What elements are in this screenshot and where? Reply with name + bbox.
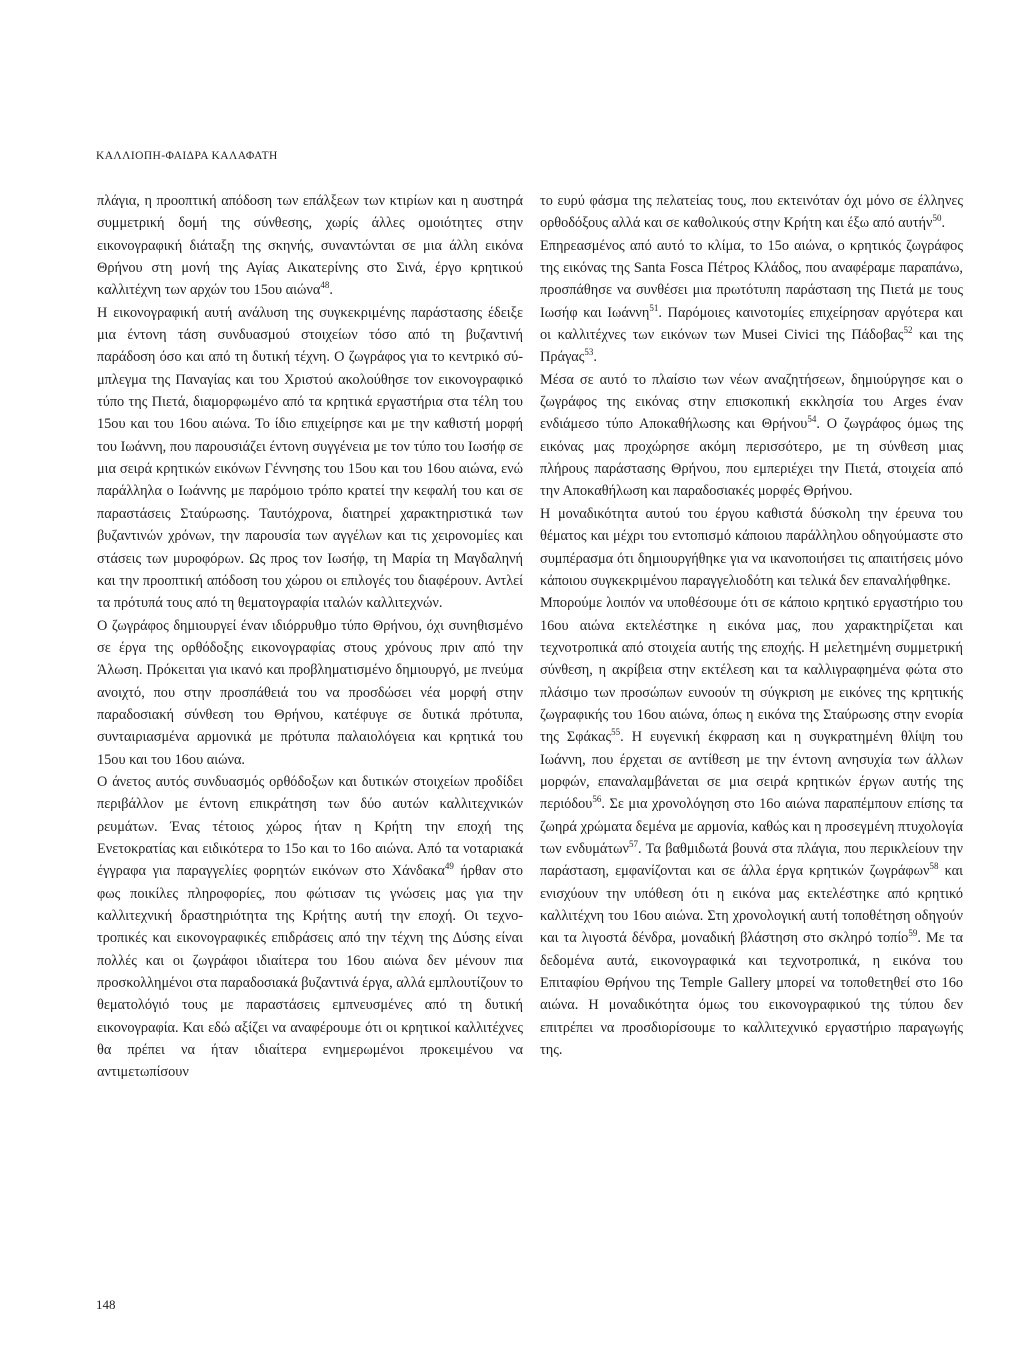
left-column <box>97 190 523 1084</box>
footnote-ref: 52 <box>903 325 913 336</box>
paragraph: Επηρεασμένος από αυτό το κλίμα, το 15ο αιώνα, ο κρητικός ζωγράφος της εικόνας της Santa Fosca Πέτρος Κλάδος, που αναφέραμε παραπάνω, προσπάθησε να συνθέσει μια πρωτότυπη παράσταση της Πιετά με τους Ιωσήφ και Ιωάννη$^{51}$. Παρόμοιες καινοτομίες επιχείρησαν αργότερα και οι καλλιτέχνες των εικόνων των Musei Civici της Πάδοβας$^{52}$ και της Πράγας$^{53}$. <box>540 237 963 366</box>
paragraph: Μέσα σε αυτό το πλαίσιο των νέων αναζητήσεων, δημιούργησε και ο ζωγράφος της εικόνας στην επισκοπική εκκλησία του Arges έναν ενδιάμεσο τύπο Αποκαθήλωσης και Θρήνου$^{54}$. Ο ζωγράφος όμως της εικόνας μας προχώρησε ακόμη περισσότερο, με τη σύνθεση μιας πλήρους παράστασης Θρήνου, που εμπεριέχει την Πιετά, στοιχεία από την Αποκαθήλωση και παραδοσιακές μορφές Θρήνου. <box>540 371 963 500</box>
paragraph: το ευρύ φάσμα της πελατείας τους, που εκτεινόταν όχι μόνο σε έλληνες ορθοδόξους αλλά και σε καθολικούς στην Κρήτη και έξω από αυτήν$^{50}$. <box>540 193 963 232</box>
footnote-ref: 57 <box>629 839 639 850</box>
page-number: 148 <box>96 1297 116 1312</box>
footnote-ref: 49 <box>444 861 454 872</box>
paragraph: πλάγια, η προοπτική απόδοση των επάλξεων των κτιρίων και η αυστηρά συμμετρική δομή της σύνθεσης, χωρίς άλλες ομοιότητες στην εικονογραφική διάταξη της σκηνής, συναντώνται σε μια άλλη εικόνα Θρήνου στη μονή της Αγίας Αικατερίνης στο Σινά, έργο κρητικού καλλιτέχνη των αρχών του 15ου αιώνα$^{48}$. <box>97 193 523 299</box>
paragraph: Η μοναδικότητα αυτού του έργου καθιστά δύσκολη την έρευνα του θέματος και μέχρι του εντοπισμό κάποιου παράλληλου οδηγούμαστε στο συμπέρασμα ότι δημιουργήθηκε για να ικανοποιήσει τις απαιτήσεις μόνο κάποιου συγκεκριμένου παραγγελιοδότη και τελικά δεν επαναλήφθηκε. <box>540 505 963 589</box>
paragraph: Μπορούμε λοιπόν να υποθέσουμε ότι σε κάποιο κρητικό εργαστήριο του 16ου αιώνα εκτελέστηκε η εικόνα μας, που χαρακτηρίζεται και τεχνοτροπικά από στοιχεία αυτής της εποχής. Η μελετημένη συμμετρική σύνθεση, η ακρίβεια στην εκτέλεση και τα καλλιγραφημένα φώτα στο πλάσιμο των προσώπων ευνοούν τη σύγκριση με εικόνες της κρητικής ζωγραφικής του 16ου αιώνα, όπως η εικόνα της Σταύρωσης στην ενορία της Σφάκας$^{55}$. Η ευγενική έκφραση και η συγκρατημένη θλίψη του Ιωάννη, που έρχεται σε αντίθεση με την έντονη ανησυχία των άλλων μορφών, επαναλαμβάνεται σε μια σειρά κρητικών έργων αυτής της περιόδου$^{56}$. Σε μια χρονολόγηση στο 16ο αιώνα παραπέμπουν επίσης τα ζωηρά χρώματα δεμένα με αρμονία, καθώς και η προσεγμένη πτυχολογία των ενδυμάτων$^{57}$. Τα βαθμιδωτά βουνά στα πλάγια, που περικλείουν την παράσταση, εμφανίζονται και σε άλλα έργα κρητικών ζωγράφων$^{58}$ και ενισχύουν την υπόθεση ότι η εικόνα μας εκτελέστηκε από κρητικό καλλιτέχνη του 16ου αιώνα. Στη χρονολογική αυτή τοποθέτηση οδηγούν και τα λιγοστά δένδρα, μοναδική βλάστηση στο σκληρό τοπίο$^{59}$. Με τα δεδομένα αυτά, εικονογραφικά και τεχνοτροπικά, η εικόνα του Επιταφίου Θρήνου της Temple Gallery μπορεί να τοποθετηθεί στο 16ο αιώνα. Η μοναδικότητα όμως του εικονογραφικού της τύπου δεν επιτρέπει να προσδιορίσουμε το καλλιτεχνικό εργαστήριο παραγωγής της. <box>540 595 963 1059</box>
right-column <box>540 190 963 1061</box>
footnote-ref: 55 <box>611 727 621 738</box>
footnote-ref: 50 <box>932 213 942 224</box>
footnote-ref: 54 <box>807 414 817 425</box>
running-header: ΚΑΛΛΙΟΠΗ-ΦΑΙΔΡΑ ΚΑΛΑΦΑΤΗ <box>96 150 278 162</box>
footnote-ref: 48 <box>320 280 330 291</box>
footnote-ref: 53 <box>584 347 594 358</box>
paragraph: Ο άνετος αυτός συνδυασμός ορθόδοξων και δυτικών στοιχείων προδίδει περιβάλλον με έντονη επικράτηση των δύο αυτών καλλιτεχνικών ρευμάτων. Ένας τέτοιος χώρος ήταν η Κρήτη την εποχή της Ενετοκρατίας και ειδικότερα το 15ο και το 16ο αιώνα. Από τα νοταριακά έγγραφα για παραγγελίες φορητών εικόνων στο Χάνδακα$^{49}$ ήρθαν στο φως ποικίλες πληροφορίες, που φώτισαν τις γνώσεις μας για την καλλιτεχνική δραστηριότητα της Κρήτης αυτή την εποχή. Οι τεχνοτροπικές και εικονογραφικές επιδράσεις από την τέχνη της Δύσης είναι πολλές και οι ζωγράφοι ιδιαίτερα του 16ου αιώνα δεν μένουν πια προσκολλημένοι στα παραδοσιακά βυζαντινά έργα, αλλά εμπλουτίζουν το θεματολόγιό τους με παραστάσεις εμπνευσμένες από τη δυτική εικονογραφία. Και εδώ αξίζει να αναφέρουμε ότι οι κρητικοί καλλιτέχνες θα πρέπει να ήταν ιδιαίτερα ενημερωμένοι προκειμένου να αντιμετωπίσουν <box>97 773 523 1081</box>
footnote-ref: 58 <box>929 861 939 872</box>
paragraph: Ο ζωγράφος δημιουργεί έναν ιδιόρρυθμο τύπο Θρήνου, όχι συνηθισμένο σε έργα της ορθόδοξης εικονογραφίας στους χρόνους πριν από την Άλωση. Πρόκειται για ικανό και προβληματισμένο δημιουργό, με πνεύμα ανοιχτό, που στην προσπάθειά του να προσδώσει νέα μορφή στην παραδοσιακή σύνθεση του Θρήνου, κατέφυγε σε δυτικά πρότυπα, συνταιριασμένα αρμονικά με πρότυπα παλαιολόγεια και κρητικά του 15ου και του 16ου αιώνα. <box>97 617 523 768</box>
footnote-ref: 59 <box>908 928 918 939</box>
footnote-ref: 51 <box>649 302 659 313</box>
paragraph: Η εικονογραφική αυτή ανάλυση της συγκεκριμένης παράστασης έδειξε μια έντονη τάση συνδυασμού στοιχείων τόσο από τη βυζαντινή παράδοση όσο και από τη δυτική τέχνη. Ο ζωγράφος για το κεντρικό σύμπλεγμα της Παναγίας και του Χριστού ακολούθησε τον εικονογραφικό τύπο της Πιετά, διαμορφωμένο από τα κρητικά εργαστήρια στα τέλη του 15ου και του 16ου αιώνα. Το ίδιο επιχείρησε και με την καθιστή μορφή του Ιωάννη, που παρουσιάζει έντονη συγγένεια με τον τύπο του Ιωσήφ σε μια σειρά κρητικών εικόνων Γέννησης του 15ου και του 16ου αιώνα, ενώ παράλληλα ο Ιωάννης με παρόμοιο τρόπο κρατεί την κεφαλή του και σε παραστάσεις Σταύρωσης. Ταυτόχρονα, διατηρεί χαρακτηριστικά των βυζαντινών χρόνων, την παρουσία των αγγέλων και τις χειρονομίες και στάσεις των μυροφόρων. Ως προς τον Ιωσήφ, τη Μαρία τη Μαγδαληνή και την προοπτική απόδοση του χώρου οι επιλογές του διαφέρουν. Αντλεί τα πρότυπά τους από τη θεματογραφία ιταλών καλλιτεχνών. <box>97 304 523 612</box>
footnote-ref: 56 <box>592 794 602 805</box>
